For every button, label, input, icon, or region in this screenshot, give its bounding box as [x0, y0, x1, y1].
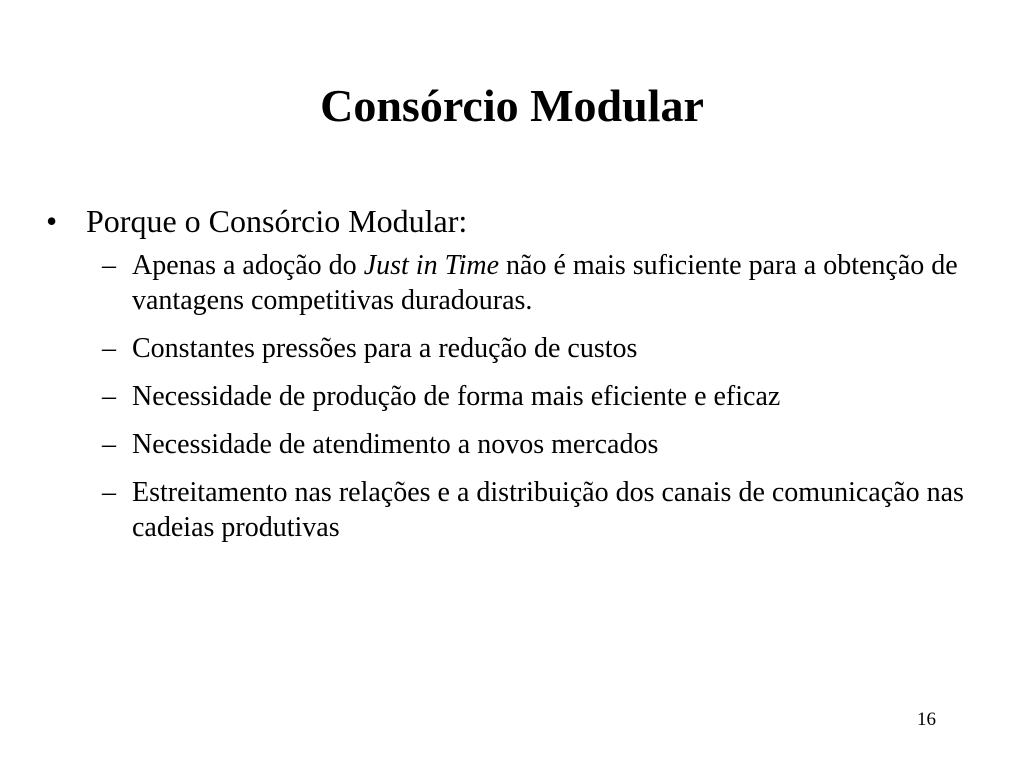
dash-marker: –	[102, 250, 116, 281]
page-number: 16	[917, 709, 936, 730]
sub-bullet-text: Necessidade de atendimento a novos mercados	[132, 429, 659, 460]
sub-bullet-text-before: Apenas a adoção do	[132, 250, 364, 281]
bullet-marker: •	[46, 203, 58, 239]
dash-marker: –	[102, 477, 116, 508]
dash-marker: –	[102, 333, 116, 364]
sub-bullet-text: Necessidade de produção de forma mais eficiente e eficaz	[132, 381, 781, 412]
sub-bullet-item	[102, 331, 986, 366]
slide-title: Consórcio Modular	[320, 80, 704, 131]
slide-content	[46, 196, 986, 558]
sub-bullet-text-after: não é mais suficiente para a obtenção de vantagens competitivas duradouras.	[132, 250, 958, 316]
bullet-text: Porque o Consórcio Modular:	[86, 203, 468, 239]
sub-bullet-text: Estreitamento nas relações e a distribuição dos canais de comunicação nas cadeias produtivas	[132, 477, 964, 543]
sub-bullet-item	[102, 475, 986, 545]
dash-marker: –	[102, 429, 116, 460]
sub-bullet-item	[102, 248, 986, 318]
dash-marker: –	[102, 381, 116, 412]
sub-bullet-text	[132, 248, 986, 318]
sub-bullet-item	[102, 379, 986, 414]
sub-bullet-text: Constantes pressões para a redução de custos	[132, 333, 638, 364]
sub-bullet-list	[46, 248, 986, 545]
sub-bullet-text-italic: Just in Time	[363, 250, 500, 281]
bullet-item-level1	[46, 196, 986, 246]
sub-bullet-item	[102, 427, 986, 462]
